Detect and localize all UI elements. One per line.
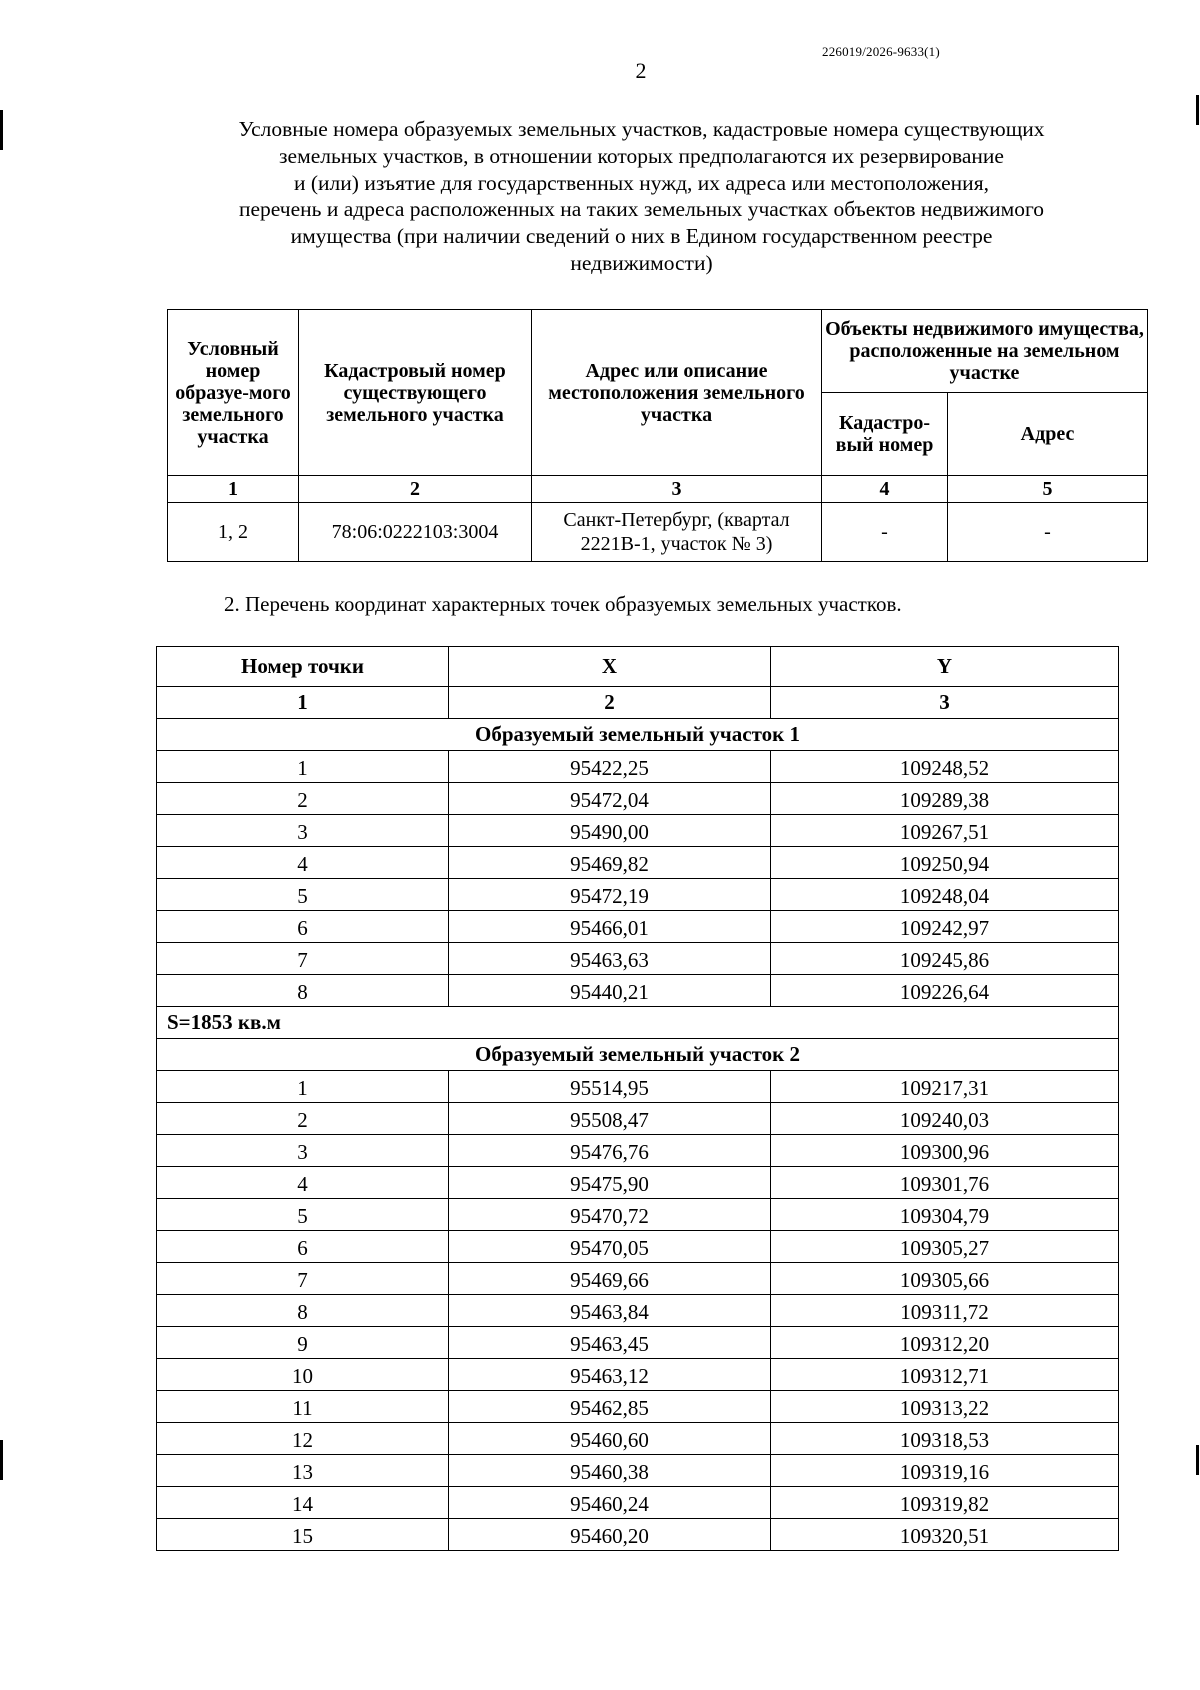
x-coordinate-cell: 95472,19 [449, 879, 771, 911]
point-number-cell: 1 [157, 751, 449, 783]
point-number-cell: 3 [157, 815, 449, 847]
table-row [157, 879, 1119, 911]
x-coordinate-cell: 95422,25 [449, 751, 771, 783]
table-row [157, 751, 1119, 783]
object-address-cell: - [948, 503, 1148, 562]
point-number-cell: 5 [157, 879, 449, 911]
point-number-cell: 14 [157, 1487, 449, 1519]
heading-line: и (или) изъятие для государственных нужд, их адреса или местоположения, [294, 170, 989, 195]
table-row [157, 1359, 1119, 1391]
y-coordinate-cell: 109240,03 [771, 1103, 1119, 1135]
point-number-cell: 5 [157, 1199, 449, 1231]
table-row [157, 1423, 1119, 1455]
point-number-cell: 8 [157, 975, 449, 1007]
plot-numbers-cell: 1, 2 [168, 503, 299, 562]
x-coordinate-cell: 95470,72 [449, 1199, 771, 1231]
x-coordinate-cell: 95460,60 [449, 1423, 771, 1455]
page-number: 2 [635, 58, 647, 83]
x-coordinate-cell: 95472,04 [449, 783, 771, 815]
cadastral-number-cell: 78:06:0222103:3004 [299, 503, 532, 562]
point-number-cell: 7 [157, 1263, 449, 1295]
point-number-cell: 3 [157, 1135, 449, 1167]
scan-edge-mark [1196, 95, 1199, 125]
table-row [157, 1487, 1119, 1519]
plot-group-row [157, 1039, 1119, 1071]
header-object-address: Адрес [948, 393, 1148, 476]
x-coordinate-cell: 95463,45 [449, 1327, 771, 1359]
heading-line: имущества (при наличии сведений о них в Едином государственном реестре [290, 224, 993, 249]
plot-group-title: Образуемый земельный участок 1 [157, 719, 1119, 751]
address-line: Санкт-Петербург, (квартал [563, 509, 790, 531]
y-coordinate-cell: 109312,20 [771, 1327, 1119, 1359]
point-number-cell: 11 [157, 1391, 449, 1423]
table-row [157, 1263, 1119, 1295]
column-number: 3 [532, 476, 822, 503]
y-coordinate-cell: 109289,38 [771, 783, 1119, 815]
column-number: 1 [168, 476, 299, 503]
y-coordinate-cell: 109245,86 [771, 943, 1119, 975]
column-number: 1 [157, 687, 449, 719]
table-row [157, 1103, 1119, 1135]
point-number-cell: 2 [157, 783, 449, 815]
heading-line: земельных участков, в отношении которых предполагаются их резервирование [279, 143, 1004, 168]
address-line: 2221В-1, участок № 3) [580, 533, 773, 555]
point-number-cell: 10 [157, 1359, 449, 1391]
point-number-cell: 4 [157, 1167, 449, 1199]
point-number-cell: 12 [157, 1423, 449, 1455]
x-coordinate-cell: 95460,20 [449, 1519, 771, 1551]
x-coordinate-cell: 95469,82 [449, 847, 771, 879]
y-coordinate-cell: 109313,22 [771, 1391, 1119, 1423]
column-number: 2 [449, 687, 771, 719]
heading-line: Условные номера образуемых земельных участков, кадастровые номера существующих [238, 117, 1045, 141]
column-number: 2 [299, 476, 532, 503]
heading-line: перечень и адреса расположенных на таких земельных участках объектов недвижимого [238, 197, 1044, 222]
table-row [157, 783, 1119, 815]
plot-group-title: Образуемый земельный участок 2 [157, 1039, 1119, 1071]
y-coordinate-cell: 109300,96 [771, 1135, 1119, 1167]
y-coordinate-cell: 109311,72 [771, 1295, 1119, 1327]
scan-edge-mark [1196, 1445, 1199, 1475]
area-row [157, 1007, 1119, 1039]
x-coordinate-cell: 95440,21 [449, 975, 771, 1007]
y-coordinate-cell: 109320,51 [771, 1519, 1119, 1551]
y-coordinate-cell: 109301,76 [771, 1167, 1119, 1199]
object-cadastral-cell: - [822, 503, 948, 562]
column-number: 4 [822, 476, 948, 503]
y-coordinate-cell: 109248,52 [771, 751, 1119, 783]
y-coordinate-cell: 109226,64 [771, 975, 1119, 1007]
x-coordinate-cell: 95466,01 [449, 911, 771, 943]
table-row [157, 847, 1119, 879]
table-row [157, 911, 1119, 943]
header-y: Y [771, 647, 1119, 687]
x-coordinate-cell: 95463,84 [449, 1295, 771, 1327]
y-coordinate-cell: 109319,82 [771, 1487, 1119, 1519]
header-address: Адрес или описание местоположения земельного участка [532, 310, 822, 476]
heading-line: недвижимости) [570, 250, 713, 275]
point-number-cell: 15 [157, 1519, 449, 1551]
scan-edge-mark [0, 110, 3, 150]
table-row [157, 1071, 1119, 1103]
x-coordinate-cell: 95463,12 [449, 1359, 771, 1391]
x-coordinate-cell: 95460,38 [449, 1455, 771, 1487]
point-number-cell: 8 [157, 1295, 449, 1327]
table-row [157, 975, 1119, 1007]
point-number-cell: 6 [157, 1231, 449, 1263]
y-coordinate-cell: 109242,97 [771, 911, 1119, 943]
table-row [157, 1295, 1119, 1327]
x-coordinate-cell: 95470,05 [449, 1231, 771, 1263]
point-number-cell: 2 [157, 1103, 449, 1135]
table-row [157, 1455, 1119, 1487]
x-coordinate-cell: 95514,95 [449, 1071, 771, 1103]
plots-table [167, 309, 1148, 562]
header-object-cadastral: Кадастро-вый номер [822, 393, 948, 476]
x-coordinate-cell: 95462,85 [449, 1391, 771, 1423]
area-cell: S=1853 кв.м [157, 1007, 1119, 1039]
x-coordinate-cell: 95490,00 [449, 815, 771, 847]
y-coordinate-cell: 109217,31 [771, 1071, 1119, 1103]
table-row [157, 1327, 1119, 1359]
table-row [157, 1391, 1119, 1423]
header-plot-number: Условный номер образуе-мого земельного участка [168, 310, 299, 476]
point-number-cell: 9 [157, 1327, 449, 1359]
coordinates-table-body [157, 719, 1119, 1551]
table-row [157, 1519, 1119, 1551]
table-row [157, 1199, 1119, 1231]
x-coordinate-cell: 95460,24 [449, 1487, 771, 1519]
y-coordinate-cell: 109318,53 [771, 1423, 1119, 1455]
y-coordinate-cell: 109267,51 [771, 815, 1119, 847]
table-row [157, 943, 1119, 975]
y-coordinate-cell: 109319,16 [771, 1455, 1119, 1487]
point-number-cell: 1 [157, 1071, 449, 1103]
header-cadastral-number: Кадастровый номер существующего земельного участка [299, 310, 532, 476]
header-x: X [449, 647, 771, 687]
point-number-cell: 6 [157, 911, 449, 943]
table-row [157, 1167, 1119, 1199]
table-row [157, 815, 1119, 847]
column-number: 5 [948, 476, 1148, 503]
coordinates-table [156, 646, 1119, 1551]
y-coordinate-cell: 109312,71 [771, 1359, 1119, 1391]
address-cell [532, 503, 822, 562]
y-coordinate-cell: 109248,04 [771, 879, 1119, 911]
point-number-cell: 13 [157, 1455, 449, 1487]
point-number-cell: 7 [157, 943, 449, 975]
x-coordinate-cell: 95469,66 [449, 1263, 771, 1295]
y-coordinate-cell: 109250,94 [771, 847, 1119, 879]
header-point-number: Номер точки [157, 647, 449, 687]
point-number-cell: 4 [157, 847, 449, 879]
x-coordinate-cell: 95476,76 [449, 1135, 771, 1167]
y-coordinate-cell: 109305,66 [771, 1263, 1119, 1295]
document-heading [150, 116, 1133, 277]
section-2-title: 2. Перечень координат характерных точек образуемых земельных участков. [224, 592, 902, 616]
header-real-estate-objects: Объекты недвижимого имущества, расположенные на земельном участке [822, 310, 1148, 393]
document-id: 226019/2026-9633(1) [822, 44, 940, 59]
plot-group-row [157, 719, 1119, 751]
scan-edge-mark [0, 1440, 3, 1480]
column-number: 3 [771, 687, 1119, 719]
table-row [157, 1231, 1119, 1263]
y-coordinate-cell: 109304,79 [771, 1199, 1119, 1231]
x-coordinate-cell: 95508,47 [449, 1103, 771, 1135]
x-coordinate-cell: 95463,63 [449, 943, 771, 975]
x-coordinate-cell: 95475,90 [449, 1167, 771, 1199]
table-row [157, 1135, 1119, 1167]
y-coordinate-cell: 109305,27 [771, 1231, 1119, 1263]
